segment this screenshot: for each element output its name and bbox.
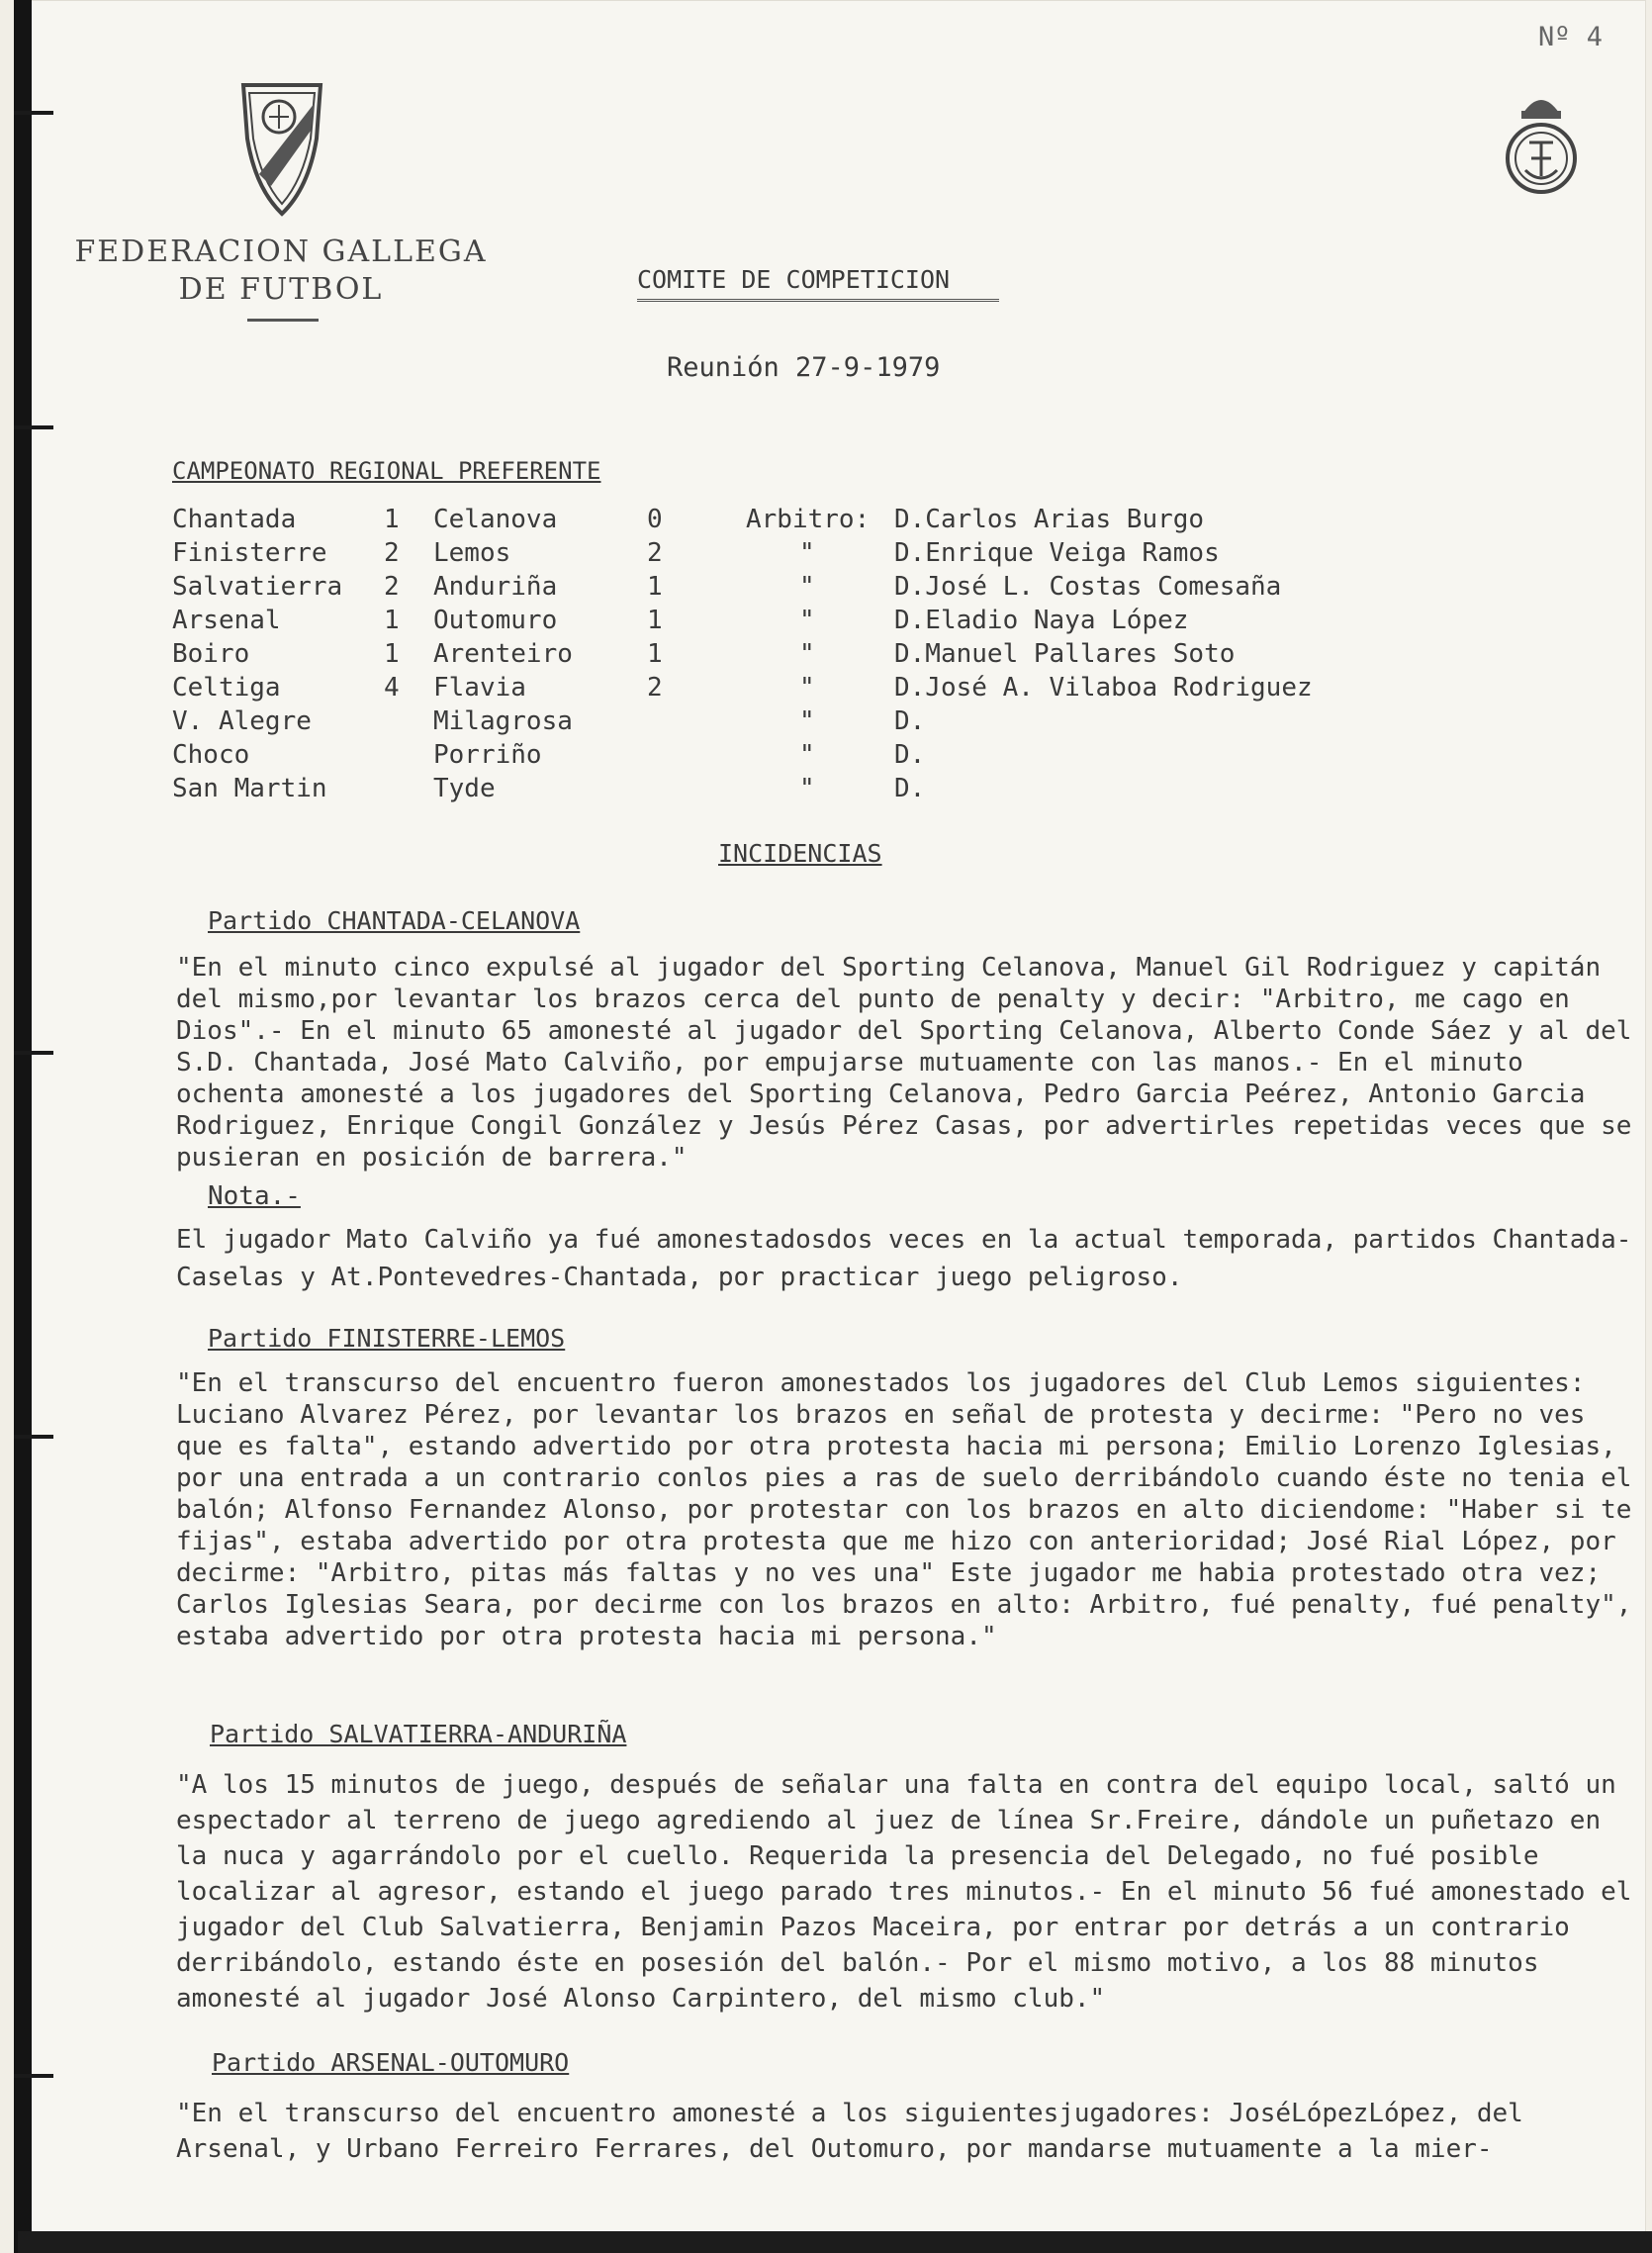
federation-name-line2: DE FUTBOL: [178, 272, 384, 307]
note-text: El jugador Mato Calviño ya fué amonestadosdos veces en la actual temporada, partidos Chantada-Caselas y At.Pontevedres-Chantada, por practicar juego peligroso.: [176, 1225, 1632, 1292]
result-row: [14, 706, 1646, 740]
referee-name: D.Carlos Arias Burgo: [894, 505, 1205, 534]
divider: [247, 319, 319, 322]
page-number: Nº 4: [1537, 22, 1603, 52]
referee-name: D.José A. Vilaboa Rodriguez: [894, 673, 1313, 703]
ditto-mark: ": [799, 774, 815, 803]
result-row: [14, 606, 1646, 639]
referee-name: D.José L. Costas Comesaña: [894, 572, 1282, 602]
away-team: Celanova: [433, 505, 558, 534]
binding-mark: [14, 425, 53, 429]
committee-title: COMITE DE COMPETICION: [637, 265, 951, 294]
match-title: Partido ARSENAL-OUTOMURO: [212, 2048, 570, 2077]
home-team: Boiro: [172, 639, 250, 669]
result-row: [14, 572, 1646, 606]
home-score: 2: [384, 572, 400, 602]
referee-name: D.Eladio Naya López: [894, 606, 1189, 635]
result-row: [14, 774, 1646, 807]
away-score: 1: [647, 572, 663, 602]
binding-mark: [14, 2074, 53, 2078]
scan-edge: [14, 0, 32, 2253]
ditto-mark: ": [799, 639, 815, 669]
binding-mark: [14, 1051, 53, 1055]
ditto-mark: ": [799, 673, 815, 703]
home-team: Chantada: [172, 505, 297, 534]
away-score: 1: [647, 639, 663, 669]
away-team: Flavia: [433, 673, 526, 703]
note-title: Nota.-: [208, 1181, 301, 1211]
scan-edge: [18, 2231, 1652, 2253]
incident-report: "En el transcurso del encuentro fueron amonestados los jugadores del Club Lemos siguientes: Luciano Alvarez Pérez, por levantar los brazos en señal de protesta y decirme: "Pero no ves que es falta", estando advertido por otra protesta hacia mi persona; Emilio Lorenzo Iglesias, por una entrada a un contrario conlos pies a ras de suelo derribándolo cuando éste no tenia el balón; Alfonso Fernandez Alonso, por protestar con los brazos en alto diciendome: "Haber si te fijas", estaba advertido por otra protesta que me hizo con anterioridad; José Rial López, por decirme: "Arbitro, pitas más faltas y no ves una" Este jugador me habia protestado otra vez; Carlos Iglesias Seara, por decirme con los brazos en alto: Arbitro, fué penalty, fué penalty", estaba advertido por otra protesta hacia mi persona.": [176, 1368, 1648, 1651]
home-team: San Martin: [172, 774, 327, 803]
away-team: Arenteiro: [433, 639, 573, 669]
home-score: 4: [384, 673, 400, 703]
championship-title: CAMPEONATO REGIONAL PREFERENTE: [172, 457, 601, 485]
home-score: 1: [384, 606, 400, 635]
home-score: 1: [384, 639, 400, 669]
away-team: Milagrosa: [433, 706, 573, 736]
document-page: [14, 0, 1646, 2253]
home-team: Choco: [172, 740, 250, 770]
referee-name: D.: [894, 774, 926, 803]
result-row: [14, 505, 1646, 538]
away-team: Porriño: [433, 740, 542, 770]
away-score: 2: [647, 673, 663, 703]
result-row: [14, 639, 1646, 673]
home-team: Arsenal: [172, 606, 281, 635]
home-team: Celtiga: [172, 673, 281, 703]
referee-label: Arbitro:: [746, 505, 871, 534]
federation-shield-icon: [239, 79, 324, 218]
home-score: 1: [384, 505, 400, 534]
title-underline: [637, 299, 999, 302]
away-team: Lemos: [433, 538, 511, 568]
ditto-mark: ": [799, 706, 815, 736]
match-title: Partido FINISTERRE-LEMOS: [208, 1324, 566, 1353]
incident-report: "En el minuto cinco expulsé al jugador del Sporting Celanova, Manuel Gil Rodriguez y capitán del mismo,por levantar los brazos cerca del punto de penalty y decir: "Arbitro, me cago en Dios".- En el minuto 65 amonesté al jugador del Sporting Celanova, Alberto Conde Sáez y al del S.D. Chantada, José Mato Calviño, por empujarse mutuamente con las manos.- En el minuto ochenta amonesté a los jugadores del Sporting Celanova, Pedro Garcia Peérez, Antonio Garcia Rodriguez, Enrique Congil González y Jesús Pérez Casas, por advertirles repetidas veces que se pusieran en posición de barrera.": [176, 953, 1648, 1173]
binding-mark: [14, 1435, 53, 1439]
referee-name: D.Manuel Pallares Soto: [894, 639, 1236, 669]
away-team: Tyde: [433, 774, 496, 803]
away-score: 0: [647, 505, 663, 534]
ditto-mark: ": [799, 606, 815, 635]
binding-mark: [14, 111, 53, 115]
incident-report: "En el transcurso del encuentro amonesté a los siguientesjugadores: JoséLópezLópez, del Arsenal, y Urbano Ferreiro Ferrares, del Outomuro, por mandarse mutuamente a la mier-: [176, 2099, 1539, 2164]
home-team: Salvatierra: [172, 572, 343, 602]
rfef-crest-icon: [1502, 87, 1581, 202]
match-title: Partido CHANTADA-CELANOVA: [208, 906, 581, 935]
referee-name: D.Enrique Veiga Ramos: [894, 538, 1220, 568]
away-score: 1: [647, 606, 663, 635]
ditto-mark: ": [799, 740, 815, 770]
home-team: Finisterre: [172, 538, 327, 568]
referee-name: D.: [894, 740, 926, 770]
ditto-mark: ": [799, 538, 815, 568]
incidents-title: INCIDENCIAS: [718, 839, 882, 868]
match-title: Partido SALVATIERRA-ANDURIÑA: [210, 1720, 627, 1748]
result-row: [14, 673, 1646, 706]
meeting-date: Reunión 27-9-1979: [667, 352, 941, 383]
federation-name: [73, 234, 489, 309]
ditto-mark: ": [799, 572, 815, 602]
away-team: Outomuro: [433, 606, 558, 635]
federation-name-line1: FEDERACION GALLEGA: [74, 235, 488, 269]
away-team: Anduriña: [433, 572, 558, 602]
result-row: [14, 538, 1646, 572]
away-score: 2: [647, 538, 663, 568]
home-team: V. Alegre: [172, 706, 312, 736]
home-score: 2: [384, 538, 400, 568]
result-row: [14, 740, 1646, 774]
referee-name: D.: [894, 706, 926, 736]
incident-report: "A los 15 minutos de juego, después de señalar una falta en contra del equipo local, saltó un espectador al terreno de juego agrediendo al juez de línea Sr.Freire, dándole un puñetazo en la nuca y agarrándolo por el cuello. Requerida la presencia del Delegado, no fué posible localizar al agresor, estando el juego parado tres minutos.- En el minuto 56 fué amonestado el jugador del Club Salvatierra, Benjamin Pazos Maceira, por entrar por detrás a un contrario derribándolo, estando éste en posesión del balón.- Por el mismo motivo, a los 88 minutos amonesté al jugador José Alonso Carpintero, del mismo club.": [176, 1770, 1648, 2014]
